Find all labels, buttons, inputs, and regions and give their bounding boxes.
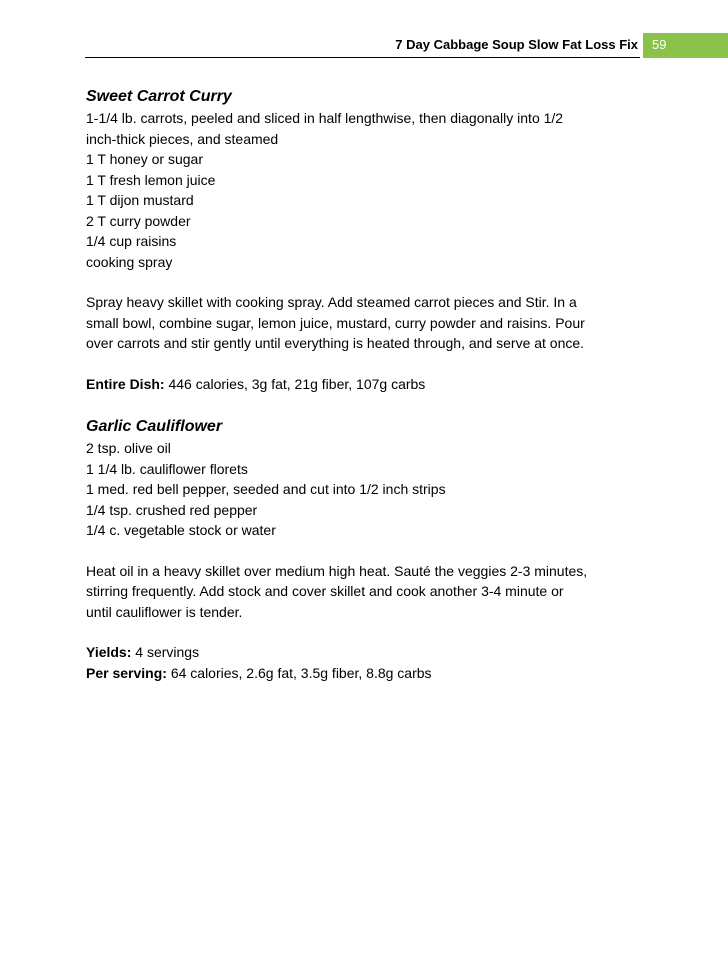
page-number: 59: [652, 37, 667, 52]
ingredient-line: 2 T curry powder: [86, 212, 191, 229]
nutrition-line: [86, 374, 646, 395]
page-content: [86, 86, 646, 683]
recipe-title: Sweet Carrot Curry: [86, 88, 232, 105]
instruction-line: small bowl, combine sugar, lemon juice, mustard, curry powder and raisins. Pour: [86, 314, 585, 331]
recipe-garlic-cauliflower: [86, 416, 646, 683]
ingredient-list: [86, 108, 646, 272]
yield-line: [86, 642, 646, 663]
instruction-line: until cauliflower is tender.: [86, 603, 243, 620]
ingredient-line: 1-1/4 lb. carrots, peeled and sliced in half lengthwise, then diagonally into 1/2: [86, 110, 564, 126]
page-header: [0, 33, 728, 59]
nutrition-value: 446 calories, 3g fat, 21g fiber, 107g carbs: [164, 375, 426, 392]
ingredient-list: [86, 438, 646, 541]
ingredient-line: cooking spray: [86, 253, 173, 270]
instruction-line: stirring frequently. Add stock and cover skillet and cook another 3-4 minute or: [86, 583, 564, 599]
instructions: [86, 561, 646, 623]
instructions: [86, 292, 646, 354]
recipe-title: Garlic Cauliflower: [86, 418, 223, 435]
nutrition-value: 64 calories, 2.6g fat, 3.5g fiber, 8.8g carbs: [166, 664, 432, 681]
header-rule: [85, 57, 640, 58]
ingredient-line: 1 1/4 lb. cauliflower florets: [86, 460, 248, 477]
instruction-line: Spray heavy skillet with cooking spray. Add steamed carrot pieces and Stir. In a: [86, 294, 577, 310]
ingredient-line: 1/4 cup raisins: [86, 233, 177, 249]
page-number-badge: [643, 33, 728, 58]
ingredient-line: 1/4 c. vegetable stock or water: [86, 522, 276, 538]
ingredient-line: 1/4 tsp. crushed red pepper: [86, 501, 258, 518]
header-title: 7 Day Cabbage Soup Slow Fat Loss Fix: [395, 37, 638, 52]
recipe-sweet-carrot-curry: [86, 86, 646, 394]
ingredient-line: 1 T honey or sugar: [86, 151, 204, 167]
ingredient-line: 1 med. red bell pepper, seeded and cut into 1/2 inch strips: [86, 481, 446, 497]
nutrition-line: [86, 663, 646, 684]
instruction-line: over carrots and stir gently until everything is heated through, and serve at once.: [86, 335, 585, 351]
nutrition-label: Entire Dish:: [86, 375, 165, 392]
ingredient-line: inch-thick pieces, and steamed: [86, 130, 279, 147]
nutrition-label: Per serving:: [86, 664, 167, 681]
nutrition-label: Yields:: [86, 644, 132, 660]
ingredient-line: 1 T fresh lemon juice: [86, 171, 216, 188]
ingredient-line: 1 T dijon mustard: [86, 192, 194, 208]
nutrition-value: 4 servings: [131, 644, 200, 660]
ingredient-line: 2 tsp. olive oil: [86, 440, 171, 456]
instruction-line: Heat oil in a heavy skillet over medium high heat. Sauté the veggies 2-3 minutes,: [86, 562, 588, 579]
